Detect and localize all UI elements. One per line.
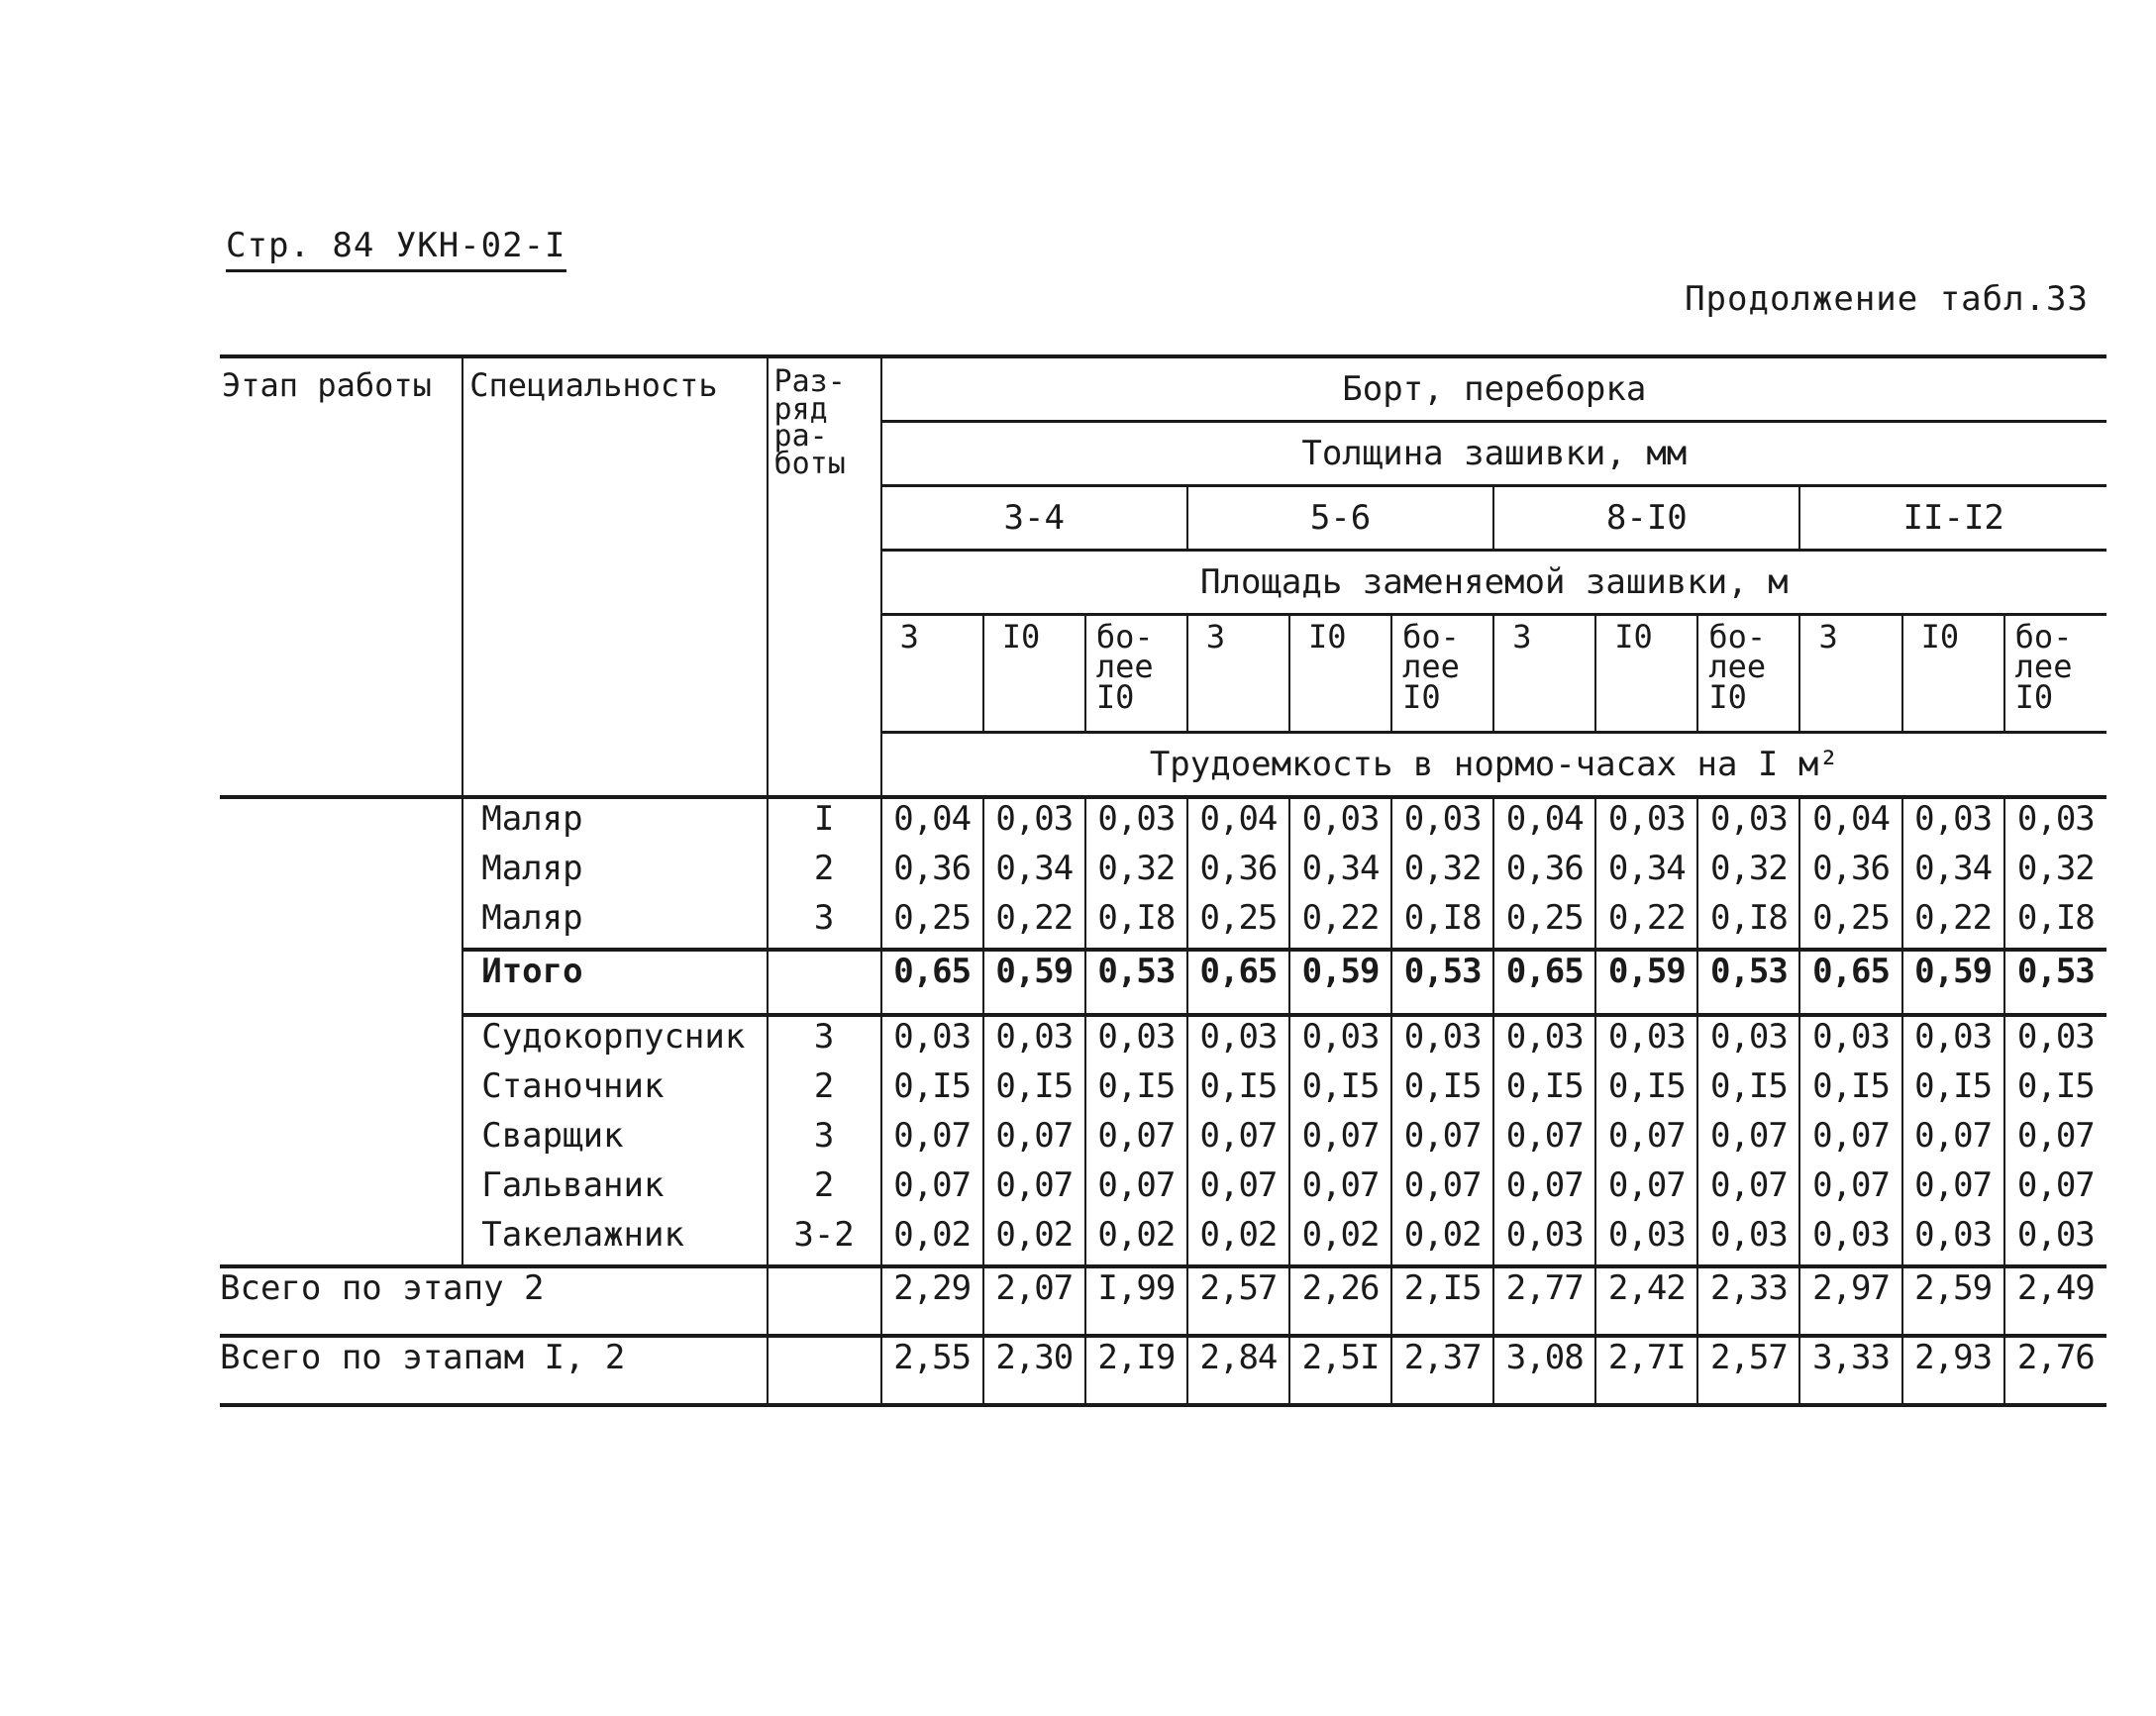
- grade-cell: [768, 950, 881, 1015]
- value-cell: 2,30: [983, 1336, 1085, 1405]
- page-reference: Стр. 84 УКН-02-I: [226, 226, 566, 272]
- total-stages12-row: [220, 1336, 2106, 1405]
- value-cell: 0,07: [983, 1165, 1085, 1215]
- value-cell: 0,03: [983, 797, 1085, 849]
- value-cell: 0,03: [1595, 1215, 1697, 1266]
- value-cell: 0,I5: [1799, 1066, 1901, 1116]
- value-cell: 2,I5: [1391, 1266, 1493, 1336]
- value-cell: 0,32: [1697, 849, 1799, 898]
- grade-cell: [768, 1336, 881, 1405]
- stage-cell: [220, 1066, 462, 1116]
- value-cell: 2,59: [1902, 1266, 2004, 1336]
- value-cell: 0,22: [1289, 898, 1391, 950]
- area-header: бо- лее I0: [1391, 615, 1493, 733]
- value-cell: 0,53: [1697, 950, 1799, 1015]
- value-cell: 2,29: [881, 1266, 983, 1336]
- value-cell: 0,I5: [1493, 1066, 1595, 1116]
- col-header-stage: Этап работы: [222, 366, 432, 404]
- value-cell: 0,02: [1391, 1215, 1493, 1266]
- value-cell: 0,07: [1391, 1165, 1493, 1215]
- grade-cell: 3: [768, 898, 881, 950]
- area-header: бо- лее I0: [1085, 615, 1187, 733]
- table-row: [220, 1215, 2106, 1266]
- value-cell: 0,07: [1085, 1165, 1187, 1215]
- value-cell: 0,34: [1595, 849, 1697, 898]
- stage-cell: [220, 950, 462, 1015]
- value-cell: 0,07: [2004, 1165, 2106, 1215]
- value-cell: 0,04: [1493, 797, 1595, 849]
- value-cell: 0,32: [1391, 849, 1493, 898]
- value-cell: 0,34: [1289, 849, 1391, 898]
- value-cell: 0,07: [1493, 1116, 1595, 1165]
- value-cell: 0,03: [1595, 797, 1697, 849]
- value-cell: 0,03: [1595, 1015, 1697, 1066]
- value-cell: 0,07: [2004, 1116, 2106, 1165]
- total-stage2-row: [220, 1266, 2106, 1336]
- value-cell: 0,22: [983, 898, 1085, 950]
- value-cell: 0,07: [1697, 1165, 1799, 1215]
- value-cell: 0,36: [1493, 849, 1595, 898]
- value-cell: 0,59: [983, 950, 1085, 1015]
- value-cell: 0,25: [1799, 898, 1901, 950]
- value-cell: 0,I8: [1697, 898, 1799, 950]
- value-cell: 0,59: [1289, 950, 1391, 1015]
- table-row: [220, 1165, 2106, 1215]
- value-cell: 0,03: [1391, 1015, 1493, 1066]
- value-cell: 0,02: [1085, 1215, 1187, 1266]
- value-cell: 0,07: [1391, 1116, 1493, 1165]
- value-cell: 0,03: [1187, 1015, 1289, 1066]
- value-cell: 2,33: [1697, 1266, 1799, 1336]
- value-cell: 0,I8: [1085, 898, 1187, 950]
- value-cell: 0,34: [1902, 849, 2004, 898]
- value-cell: 0,59: [1595, 950, 1697, 1015]
- value-cell: 0,36: [1799, 849, 1901, 898]
- table-row: [220, 849, 2106, 898]
- area-title: Площадь заменяемой зашивки, м: [881, 551, 2106, 615]
- value-cell: 0,I5: [1391, 1066, 1493, 1116]
- stage-total-label: Всего по этапам I, 2: [220, 1336, 768, 1405]
- value-cell: 2,7I: [1595, 1336, 1697, 1405]
- value-cell: 2,I9: [1085, 1336, 1187, 1405]
- area-header: 3: [1799, 615, 1901, 733]
- value-cell: 0,53: [1085, 950, 1187, 1015]
- value-cell: 0,07: [1799, 1165, 1901, 1215]
- value-cell: 0,03: [1391, 797, 1493, 849]
- area-header: бо- лее I0: [1697, 615, 1799, 733]
- value-cell: 0,03: [1697, 797, 1799, 849]
- unit-title: Трудоемкость в нормо-часах на I м²: [881, 733, 2106, 798]
- col-header-specialty: Специальность: [462, 356, 767, 733]
- value-cell: 0,53: [2004, 950, 2106, 1015]
- itogo-row: [220, 950, 2106, 1015]
- value-cell: 0,65: [881, 950, 983, 1015]
- value-cell: 0,07: [1187, 1116, 1289, 1165]
- value-cell: 0,07: [1289, 1165, 1391, 1215]
- value-cell: 0,02: [881, 1215, 983, 1266]
- value-cell: 0,07: [1289, 1116, 1391, 1165]
- value-cell: 0,03: [2004, 1215, 2106, 1266]
- value-cell: 2,84: [1187, 1336, 1289, 1405]
- value-cell: 0,65: [1799, 950, 1901, 1015]
- stage-cell: [220, 1215, 462, 1266]
- grade-cell: 2: [768, 849, 881, 898]
- thickness-title: Толщина зашивки, мм: [881, 422, 2106, 486]
- value-cell: 0,07: [983, 1116, 1085, 1165]
- table-row: [220, 1066, 2106, 1116]
- thickness-header: II-I2: [1799, 486, 2106, 551]
- value-cell: 0,07: [881, 1165, 983, 1215]
- value-cell: 2,77: [1493, 1266, 1595, 1336]
- labor-table: [220, 354, 2106, 1407]
- stage-cell: [220, 1116, 462, 1165]
- grade-cell: [768, 1266, 881, 1336]
- value-cell: 0,07: [1595, 1116, 1697, 1165]
- value-cell: 0,32: [2004, 849, 2106, 898]
- value-cell: 0,25: [881, 898, 983, 950]
- group-title: Борт, переборка: [881, 356, 2106, 422]
- value-cell: 0,07: [1902, 1116, 2004, 1165]
- value-cell: 0,02: [1187, 1215, 1289, 1266]
- value-cell: 0,02: [983, 1215, 1085, 1266]
- table-row: [220, 1116, 2106, 1165]
- value-cell: 0,03: [1289, 1015, 1391, 1066]
- specialty-cell: Гальваник: [462, 1165, 767, 1215]
- value-cell: 0,07: [1187, 1165, 1289, 1215]
- specialty-cell: Маляр: [462, 849, 767, 898]
- value-cell: 0,03: [1902, 1015, 2004, 1066]
- value-cell: 2,55: [881, 1336, 983, 1405]
- area-header: 3: [1493, 615, 1595, 733]
- value-cell: 0,36: [1187, 849, 1289, 898]
- value-cell: 0,03: [983, 1015, 1085, 1066]
- value-cell: 2,76: [2004, 1336, 2106, 1405]
- value-cell: 0,03: [1493, 1215, 1595, 1266]
- value-cell: 0,I5: [1289, 1066, 1391, 1116]
- area-header: I0: [1289, 615, 1391, 733]
- value-cell: 3,08: [1493, 1336, 1595, 1405]
- stage-cell: [220, 849, 462, 898]
- value-cell: 0,07: [1595, 1165, 1697, 1215]
- value-cell: 0,03: [1799, 1015, 1901, 1066]
- stage-cell: [220, 797, 462, 849]
- value-cell: 2,42: [1595, 1266, 1697, 1336]
- value-cell: 0,I5: [2004, 1066, 2106, 1116]
- value-cell: 0,04: [1799, 797, 1901, 849]
- value-cell: 0,I5: [881, 1066, 983, 1116]
- stage-cell: [220, 1015, 462, 1066]
- table-row: [220, 797, 2106, 849]
- value-cell: 0,07: [1085, 1116, 1187, 1165]
- value-cell: 2,57: [1697, 1336, 1799, 1405]
- value-cell: 0,25: [1493, 898, 1595, 950]
- grade-cell: I: [768, 797, 881, 849]
- value-cell: 2,5I: [1289, 1336, 1391, 1405]
- value-cell: 0,I5: [1187, 1066, 1289, 1116]
- area-header: 3: [881, 615, 983, 733]
- value-cell: 0,I5: [1085, 1066, 1187, 1116]
- value-cell: 0,65: [1187, 950, 1289, 1015]
- value-cell: 0,I5: [983, 1066, 1085, 1116]
- value-cell: 2,07: [983, 1266, 1085, 1336]
- value-cell: 0,03: [1697, 1015, 1799, 1066]
- grade-cell: 3: [768, 1116, 881, 1165]
- value-cell: 0,04: [881, 797, 983, 849]
- value-cell: 2,57: [1187, 1266, 1289, 1336]
- value-cell: 0,36: [881, 849, 983, 898]
- value-cell: 0,I5: [1902, 1066, 2004, 1116]
- area-header: I0: [983, 615, 1085, 733]
- value-cell: 0,I5: [1595, 1066, 1697, 1116]
- specialty-cell: Сварщик: [462, 1116, 767, 1165]
- value-cell: 0,32: [1085, 849, 1187, 898]
- value-cell: 2,49: [2004, 1266, 2106, 1336]
- value-cell: 0,25: [1187, 898, 1289, 950]
- area-header: I0: [1902, 615, 2004, 733]
- value-cell: 0,04: [1187, 797, 1289, 849]
- value-cell: 0,34: [983, 849, 1085, 898]
- area-header: 3: [1187, 615, 1289, 733]
- value-cell: 0,03: [1902, 797, 2004, 849]
- value-cell: 0,22: [1595, 898, 1697, 950]
- specialty-cell: Такелажник: [462, 1215, 767, 1266]
- specialty-cell: Станочник: [462, 1066, 767, 1116]
- value-cell: 2,97: [1799, 1266, 1901, 1336]
- table-continuation-label: Продолжение табл.33: [1685, 279, 2089, 319]
- value-cell: 0,65: [1493, 950, 1595, 1015]
- specialty-cell: Маляр: [462, 797, 767, 849]
- grade-cell: 3: [768, 1015, 881, 1066]
- specialty-cell: Маляр: [462, 898, 767, 950]
- value-cell: 0,07: [881, 1116, 983, 1165]
- thickness-header: 5-6: [1187, 486, 1493, 551]
- value-cell: 0,03: [1085, 797, 1187, 849]
- specialty-cell: Судокорпусник: [462, 1015, 767, 1066]
- table-row: [220, 1015, 2106, 1066]
- value-cell: 2,37: [1391, 1336, 1493, 1405]
- grade-cell: 2: [768, 1165, 881, 1215]
- value-cell: 2,93: [1902, 1336, 2004, 1405]
- value-cell: I,99: [1085, 1266, 1187, 1336]
- value-cell: 0,03: [881, 1015, 983, 1066]
- value-cell: 0,I8: [1391, 898, 1493, 950]
- thickness-header: 8-I0: [1493, 486, 1799, 551]
- stage-cell: [220, 898, 462, 950]
- value-cell: 2,26: [1289, 1266, 1391, 1336]
- area-header: I0: [1595, 615, 1697, 733]
- thickness-header: 3-4: [881, 486, 1187, 551]
- value-cell: 0,03: [1799, 1215, 1901, 1266]
- value-cell: 0,07: [1493, 1165, 1595, 1215]
- value-cell: 0,03: [1085, 1015, 1187, 1066]
- stage-total-label: Всего по этапу 2: [220, 1266, 768, 1336]
- value-cell: 0,03: [2004, 797, 2106, 849]
- value-cell: 0,I5: [1697, 1066, 1799, 1116]
- value-cell: 0,03: [2004, 1015, 2106, 1066]
- value-cell: 0,22: [1902, 898, 2004, 950]
- area-header: бо- лее I0: [2004, 615, 2106, 733]
- value-cell: 0,07: [1697, 1116, 1799, 1165]
- value-cell: 0,59: [1902, 950, 2004, 1015]
- value-cell: 0,03: [1697, 1215, 1799, 1266]
- value-cell: 0,07: [1902, 1165, 2004, 1215]
- value-cell: 0,I8: [2004, 898, 2106, 950]
- value-cell: 0,03: [1289, 797, 1391, 849]
- value-cell: 0,07: [1799, 1116, 1901, 1165]
- specialty-cell: Итого: [462, 950, 767, 1015]
- value-cell: 0,02: [1289, 1215, 1391, 1266]
- col-header-grade: Раз- ряд ра- боты: [768, 356, 881, 733]
- value-cell: 0,03: [1493, 1015, 1595, 1066]
- grade-cell: 3-2: [768, 1215, 881, 1266]
- value-cell: 0,03: [1902, 1215, 2004, 1266]
- value-cell: 3,33: [1799, 1336, 1901, 1405]
- value-cell: 0,53: [1391, 950, 1493, 1015]
- table-row: [220, 898, 2106, 950]
- grade-cell: 2: [768, 1066, 881, 1116]
- stage-cell: [220, 1165, 462, 1215]
